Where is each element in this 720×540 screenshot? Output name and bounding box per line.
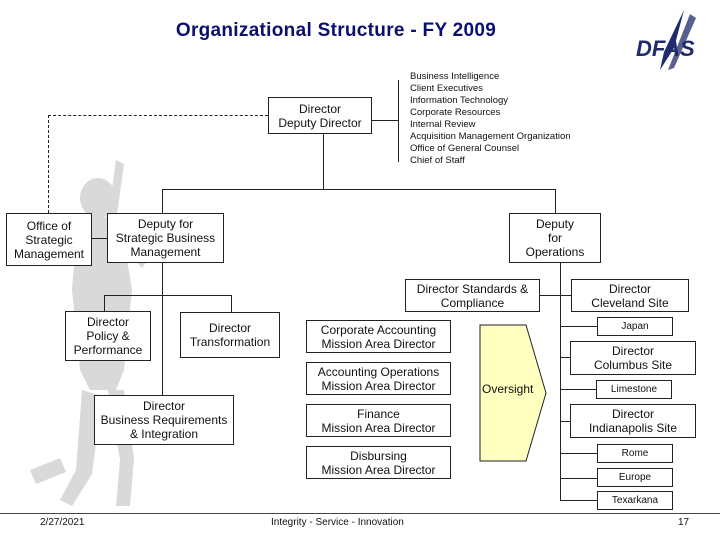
accounting-operations-box	[306, 362, 451, 395]
director-indianapolis-label: Director Indianapolis Site	[588, 407, 678, 435]
director-columbus-label: Director Columbus Site	[593, 344, 673, 372]
office-strategic-label: Office of Strategic Management	[13, 218, 85, 261]
director-transformation-box	[180, 312, 280, 358]
deputy-operations-label: Deputy for Operations	[525, 217, 585, 259]
europe-label: Europe	[618, 471, 652, 483]
director-business-requirements-box	[94, 395, 234, 445]
deputy-operations-box	[509, 213, 601, 263]
director-business-requirements-label: Director Business Requirements & Integration	[100, 399, 228, 441]
director-indianapolis-box	[570, 404, 696, 438]
footer-divider	[0, 513, 720, 514]
director-policy-box	[65, 311, 151, 361]
director-cleveland-label: Director Cleveland Site	[591, 281, 669, 310]
corporate-accounting-label: Corporate Accounting Mission Area Director	[320, 322, 437, 351]
deputy-strategic-label: Deputy for Strategic Business Management	[115, 217, 216, 259]
texarkana-label: Texarkana	[611, 494, 659, 506]
director-standards-label: Director Standards & Compliance	[416, 281, 529, 310]
office-strategic-management-box	[6, 213, 92, 266]
dfas-logo	[634, 8, 702, 72]
staff-item: Client Executives	[410, 83, 483, 94]
rome-box	[597, 444, 673, 463]
staff-item: Chief of Staff	[410, 155, 465, 166]
logo-text: DFAS	[636, 36, 695, 61]
director-label: Director Deputy Director	[278, 101, 362, 130]
disbursing-label: Disbursing Mission Area Director	[321, 448, 436, 477]
director-staff-list	[410, 71, 571, 167]
japan-label: Japan	[621, 320, 649, 332]
director-standards-box	[405, 279, 540, 312]
page-title: Organizational Structure - FY 2009	[175, 20, 497, 41]
staff-item: Internal Review	[410, 119, 476, 130]
director-columbus-box	[570, 341, 696, 375]
accounting-operations-label: Accounting Operations Mission Area Director	[317, 364, 440, 393]
director-box	[268, 97, 372, 134]
staff-item: Office of General Counsel	[410, 143, 520, 154]
staff-item: Acquisition Management Organization	[410, 131, 571, 142]
limestone-box	[596, 380, 672, 399]
footer-date: 2/27/2021	[40, 517, 85, 528]
finance-label: Finance Mission Area Director	[321, 406, 436, 435]
corporate-accounting-box	[306, 320, 451, 353]
footer-motto: Integrity - Service - Innovation	[271, 517, 404, 528]
oversight-label: Oversight	[482, 382, 534, 396]
director-cleveland-box	[571, 279, 689, 312]
staff-item: Information Technology	[410, 95, 509, 106]
rome-label: Rome	[621, 447, 649, 459]
disbursing-box	[306, 446, 451, 479]
staff-item: Business Intelligence	[410, 71, 500, 82]
europe-box	[597, 468, 673, 487]
finance-box	[306, 404, 451, 437]
director-policy-label: Director Policy & Performance	[73, 315, 143, 357]
director-transformation-label: Director Transformation	[189, 321, 271, 349]
page-number: 17	[678, 517, 690, 528]
staff-item: Corporate Resources	[410, 107, 501, 118]
deputy-strategic-box	[107, 213, 224, 263]
limestone-label: Limestone	[610, 383, 658, 395]
japan-box	[597, 317, 673, 336]
texarkana-box	[597, 491, 673, 510]
